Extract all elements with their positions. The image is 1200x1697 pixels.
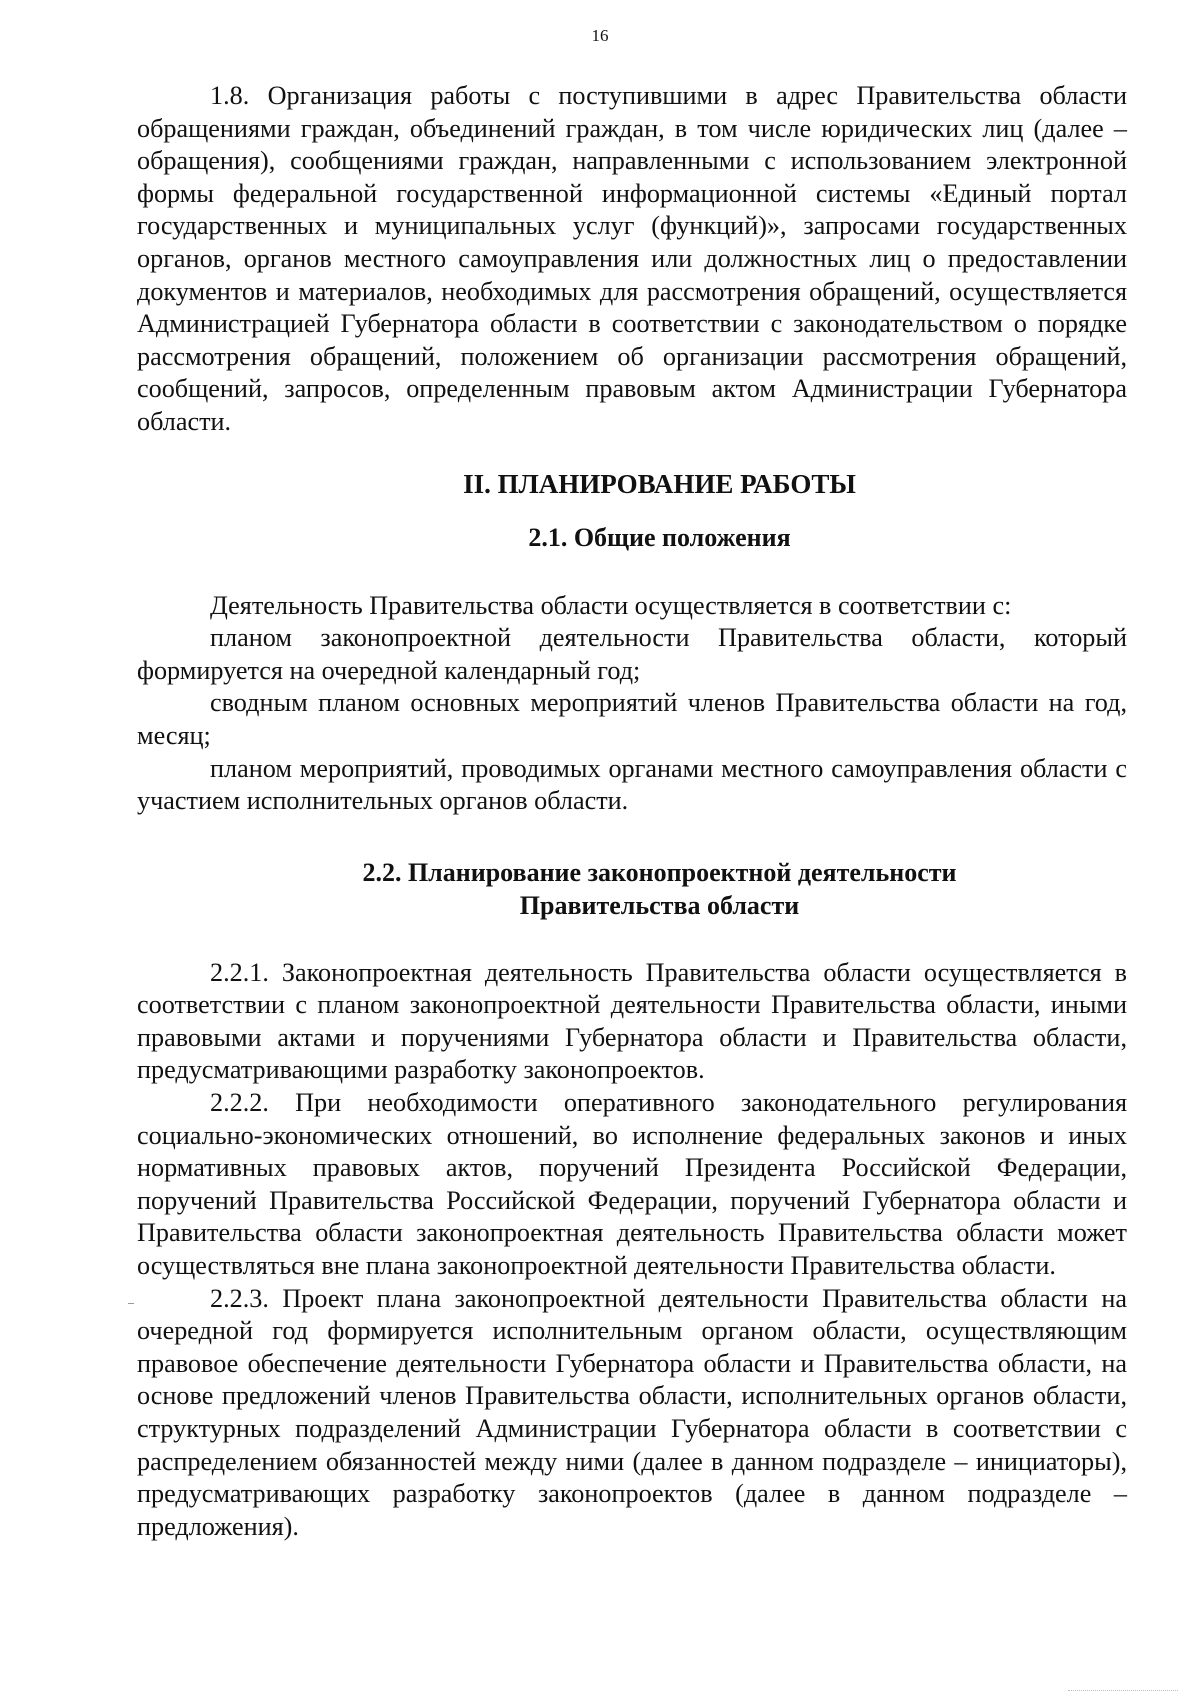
paragraph-2-1-intro: Деятельность Правительства области осуществляется в соответствии с: <box>210 590 1012 620</box>
list-item-plan-legislative: планом законопроектной деятельности Правительства области, который формируется на очередной календарный год; <box>137 623 1127 685</box>
subsection-heading-2-2-line1: 2.2. Планирование законопроектной деятельности <box>362 857 957 887</box>
subsection-heading-2-2 <box>137 856 1127 922</box>
list-item-consolidated-plan: сводным планом основных мероприятий членов Правительства области на год, месяц; <box>137 688 1127 750</box>
subsection-heading-2-2-line2: Правительства области <box>519 890 800 920</box>
paragraph-2-2-3: 2.2.3. Проект плана законопроектной деятельности Правительства области на очередной год формируется исполнительным органом области, осуществляющим правовое обеспечение деятельности Губернатора области и Правительства области, на основе предложений членов Правительства области, исполнительных органов области, структурных подразделений Администрации Губернатора области в соответствии с распределением обязанностей между ними (далее в данном подразделе – инициаторы), предусматривающих разработку законопроектов (далее в данном подразделе – предложения). <box>137 1283 1127 1541</box>
document-body <box>137 80 1127 1543</box>
paragraph-2-2-1: 2.2.1. Законопроектная деятельность Правительства области осуществляется в соответствии с планом законопроектной деятельности Правительства области, иными правовыми актами и поручениями Губернатора области и Правительства области, предусматривающими разработку законопроектов. <box>137 957 1127 1085</box>
subsection-heading-2-1: 2.1. Общие положения <box>528 522 791 552</box>
section-heading-planning: II. ПЛАНИРОВАНИЕ РАБОТЫ <box>463 468 856 499</box>
paragraph-1-8: 1.8. Организация работы с поступившими в адрес Правительства области обращениями граждан, объединений граждан, в том числе юридических лиц (далее – обращения), сообщениями граждан, направленными с использованием электронной формы федеральной государственной информационной системы «Единый портал государственных и муниципальных услуг (функций)», запросами государственных органов, органов местного самоуправления или должностных лиц о предоставлении документов и материалов, необходимых для рассмотрения обращений, осуществляется Администрацией Губернатора области в соответствии с законодательством о порядке рассмотрения обращений, положением об организации рассмотрения обращений, сообщений, запросов, определенным правовым актом Администрации Губернатора области. <box>137 81 1127 436</box>
margin-mark <box>128 1303 134 1304</box>
paragraph-2-2-2: 2.2.2. При необходимости оперативного законодательного регулирования социально-экономических отношений, во исполнение федеральных законов и иных нормативных правовых актов, поручений Президента Российской Федерации, поручений Правительства Российской Федерации, поручений Губернатора области и Правительства области законопроектная деятельность Правительства области может осуществляться вне плана законопроектной деятельности Правительства области. <box>137 1088 1127 1281</box>
scan-corner-mark <box>1068 1680 1178 1691</box>
list-item-local-government-plan: планом мероприятий, проводимых органами местного самоуправления области с участием исполнительных органов области. <box>137 753 1127 816</box>
page-number: 16 <box>591 26 609 45</box>
